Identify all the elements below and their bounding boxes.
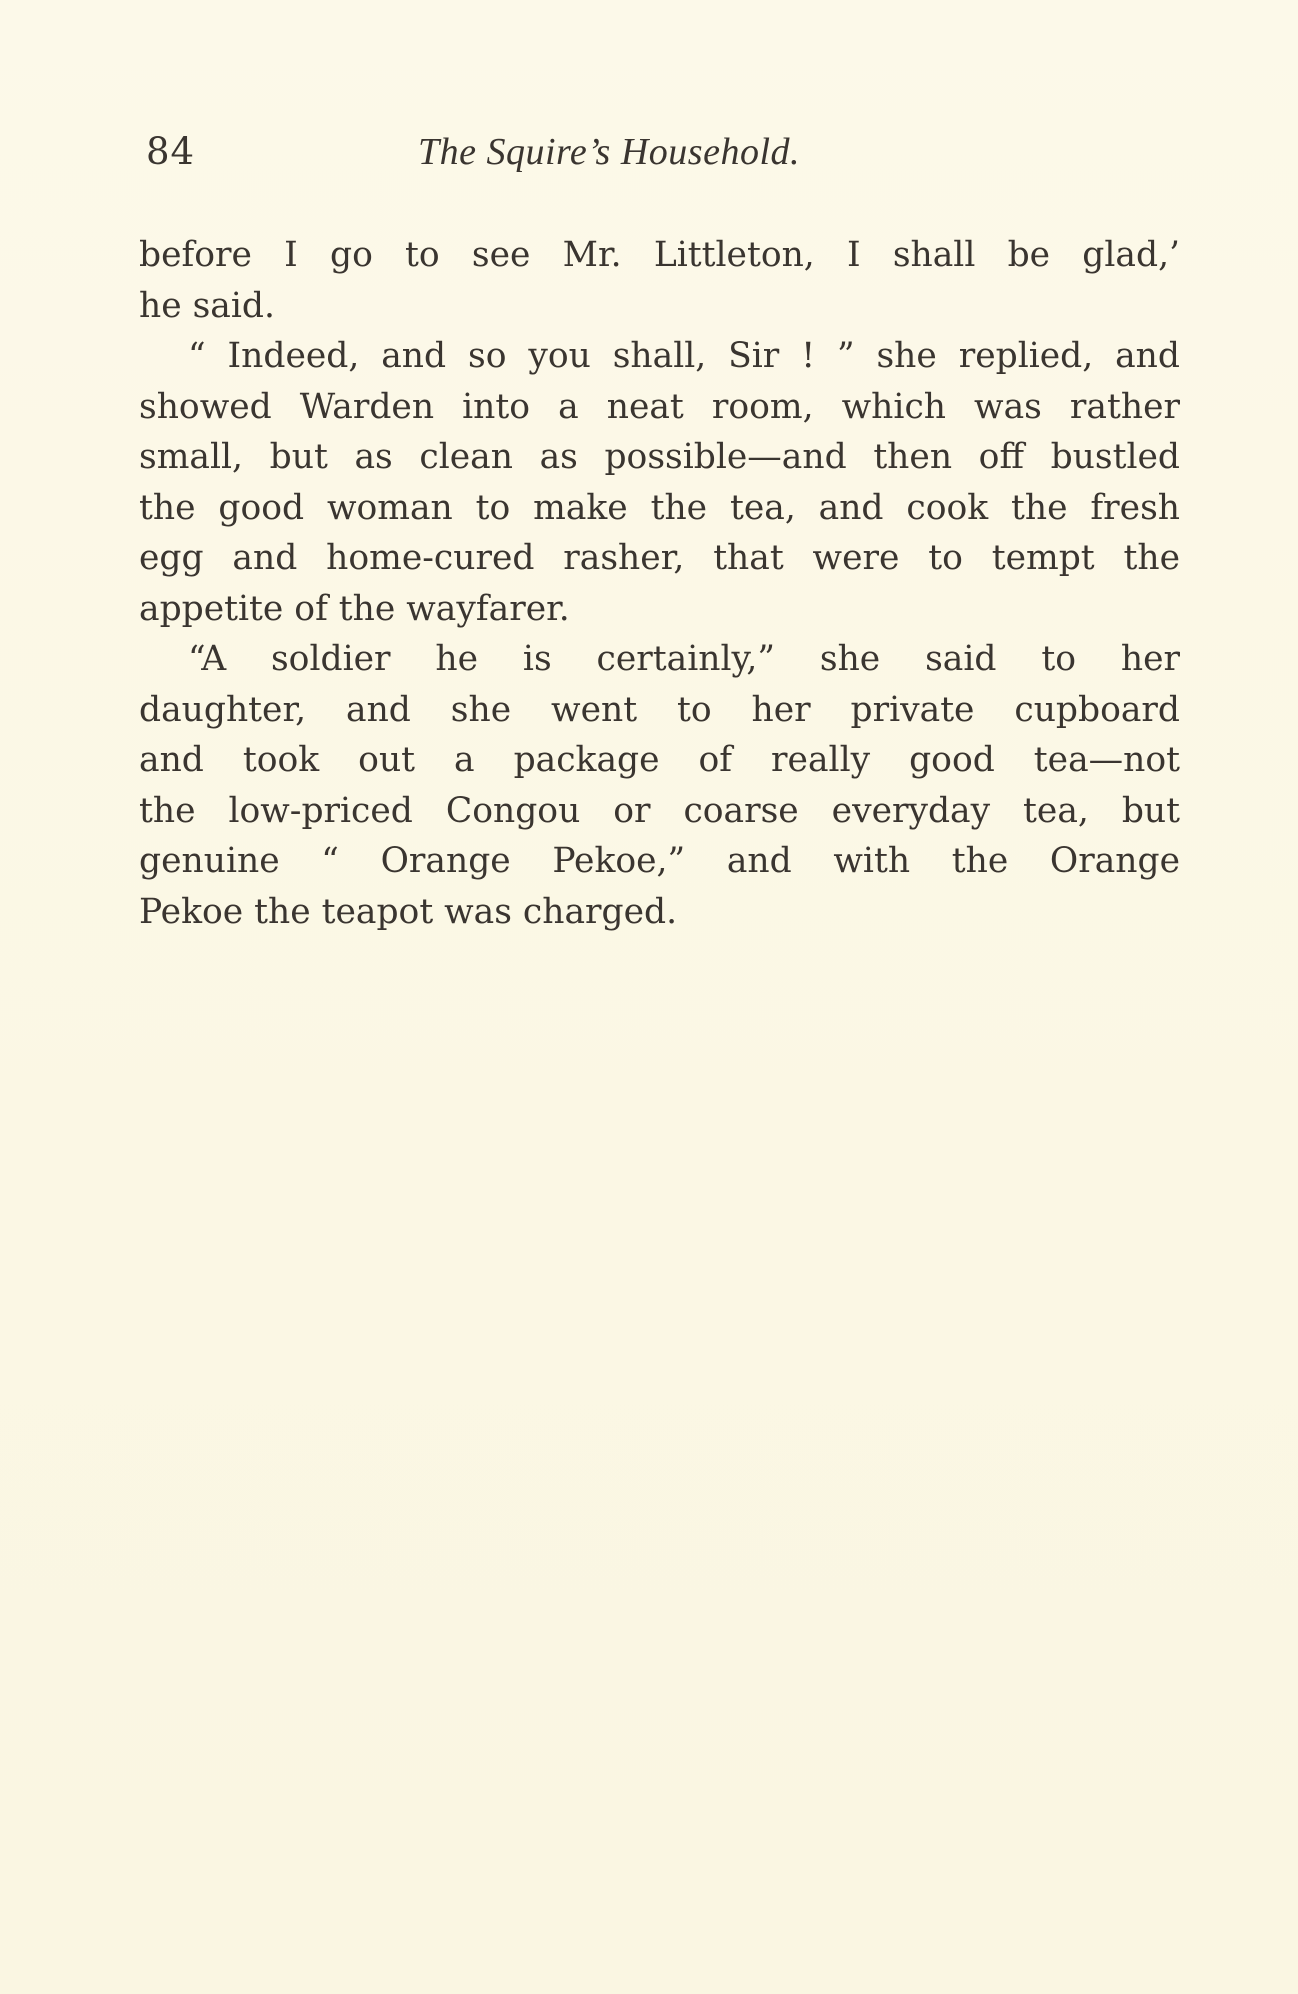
text-line: the low-priced Congou or coarse everyday tea, but (139, 790, 1180, 831)
text-line: egg and home-cured rasher, that were to tempt the (139, 538, 1180, 578)
running-title: The Squire’s Household. (418, 131, 800, 173)
text-line: “A soldier he is certainly,” she said to her (188, 639, 1180, 679)
text-line: the good woman to make the tea, and cook the fresh (139, 487, 1180, 528)
text-line: small, but as clean as possible—and then off bustled (139, 437, 1180, 477)
text-line: Pekoe the teapot was charged. (139, 891, 678, 932)
text-line: “ Indeed, and so you shall, Sir ! ” she replied, and (188, 336, 1180, 376)
text-line: before I go to see Mr. Littleton, I shall be glad,’ (139, 235, 1180, 275)
text-line: appetite of the wayfarer. (139, 588, 570, 629)
text-line: he said. (139, 285, 275, 326)
text-line: daughter, and she went to her private cupboard (139, 689, 1180, 730)
body-text (139, 230, 1180, 937)
text-line: genuine “ Orange Pekoe,” and with the Orange (139, 841, 1180, 881)
running-head (140, 130, 1180, 180)
text-line: and took out a package of really good tea—not (139, 740, 1180, 780)
page-number: 84 (146, 130, 196, 173)
text-line: showed Warden into a neat room, which was rather (139, 386, 1180, 427)
